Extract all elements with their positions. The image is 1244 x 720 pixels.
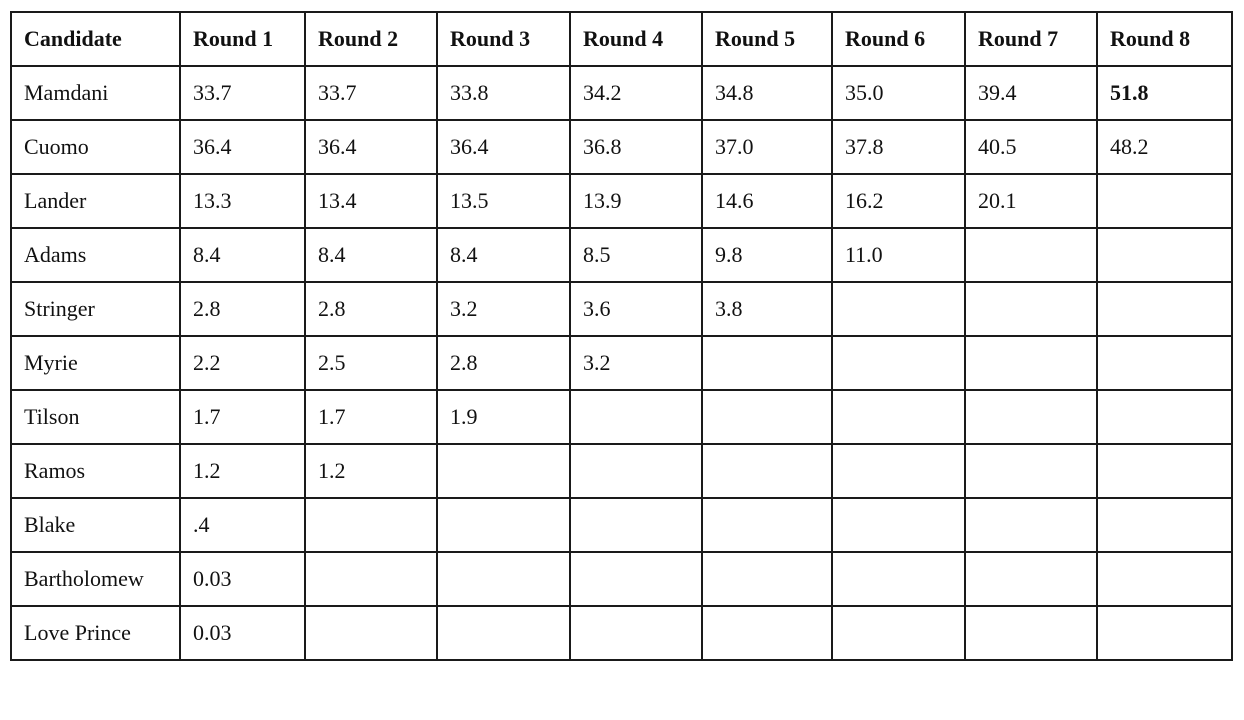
table-cell: 8.5 — [570, 228, 702, 282]
table-row — [11, 282, 1232, 336]
table-cell — [437, 552, 570, 606]
header-candidate: Candidate — [11, 12, 180, 66]
table-cell — [965, 282, 1097, 336]
table-cell: 13.5 — [437, 174, 570, 228]
table-cell — [1097, 228, 1232, 282]
table-cell — [1097, 444, 1232, 498]
table-cell: 35.0 — [832, 66, 965, 120]
table-cell — [832, 498, 965, 552]
header-round-1: Round 1 — [180, 12, 305, 66]
table-cell: 13.4 — [305, 174, 437, 228]
table-cell: 36.4 — [180, 120, 305, 174]
table-row — [11, 336, 1232, 390]
table-cell — [702, 390, 832, 444]
table-cell: 8.4 — [437, 228, 570, 282]
table-cell — [702, 336, 832, 390]
table-cell — [832, 390, 965, 444]
winning-result-cell: 51.8 — [1097, 66, 1232, 120]
table-cell — [1097, 336, 1232, 390]
table-cell: 2.8 — [437, 336, 570, 390]
candidate-name: Love Prince — [11, 606, 180, 660]
table-cell: 1.2 — [305, 444, 437, 498]
table-cell: 3.6 — [570, 282, 702, 336]
table-cell — [965, 498, 1097, 552]
candidate-name: Ramos — [11, 444, 180, 498]
table-cell: 0.03 — [180, 552, 305, 606]
table-cell: 36.8 — [570, 120, 702, 174]
header-round-2: Round 2 — [305, 12, 437, 66]
table-cell: 39.4 — [965, 66, 1097, 120]
candidate-name: Bartholomew — [11, 552, 180, 606]
table-cell: 48.2 — [1097, 120, 1232, 174]
table-cell: 0.03 — [180, 606, 305, 660]
table-cell: 1.2 — [180, 444, 305, 498]
table-cell — [1097, 390, 1232, 444]
header-row — [11, 12, 1232, 66]
candidate-name: Adams — [11, 228, 180, 282]
table-cell — [570, 552, 702, 606]
table-cell — [702, 606, 832, 660]
table-cell: 37.8 — [832, 120, 965, 174]
table-cell: 33.7 — [180, 66, 305, 120]
table-cell — [965, 336, 1097, 390]
header-round-8: Round 8 — [1097, 12, 1232, 66]
table-cell — [965, 228, 1097, 282]
table-cell: 11.0 — [832, 228, 965, 282]
table-cell: 9.8 — [702, 228, 832, 282]
table-cell: 8.4 — [305, 228, 437, 282]
table-cell: 34.8 — [702, 66, 832, 120]
table-cell: 2.8 — [180, 282, 305, 336]
table-cell: 34.2 — [570, 66, 702, 120]
table-cell: 2.8 — [305, 282, 437, 336]
table-cell: 37.0 — [702, 120, 832, 174]
table-row — [11, 444, 1232, 498]
table-cell — [965, 606, 1097, 660]
candidate-name: Blake — [11, 498, 180, 552]
table-row — [11, 120, 1232, 174]
table-cell — [305, 552, 437, 606]
table-cell: 3.2 — [437, 282, 570, 336]
table-cell — [437, 498, 570, 552]
candidate-name: Cuomo — [11, 120, 180, 174]
candidate-name: Mamdani — [11, 66, 180, 120]
table-cell: 3.8 — [702, 282, 832, 336]
table-cell — [702, 498, 832, 552]
table-cell: 13.3 — [180, 174, 305, 228]
header-round-3: Round 3 — [437, 12, 570, 66]
table-cell: 40.5 — [965, 120, 1097, 174]
table-row — [11, 606, 1232, 660]
table-cell: 8.4 — [180, 228, 305, 282]
table-cell — [965, 552, 1097, 606]
table-cell: 33.8 — [437, 66, 570, 120]
table-cell — [1097, 498, 1232, 552]
table-cell — [702, 444, 832, 498]
table-cell: 20.1 — [965, 174, 1097, 228]
table-row — [11, 498, 1232, 552]
table-cell: 1.7 — [180, 390, 305, 444]
table-cell: 3.2 — [570, 336, 702, 390]
table-cell — [570, 498, 702, 552]
table-cell: 14.6 — [702, 174, 832, 228]
table-cell — [832, 606, 965, 660]
header-round-7: Round 7 — [965, 12, 1097, 66]
table-cell: 16.2 — [832, 174, 965, 228]
table-cell: .4 — [180, 498, 305, 552]
table-row — [11, 174, 1232, 228]
table-cell — [832, 336, 965, 390]
table-cell — [305, 606, 437, 660]
table-cell — [832, 552, 965, 606]
table-cell: 33.7 — [305, 66, 437, 120]
header-round-5: Round 5 — [702, 12, 832, 66]
table-cell — [570, 390, 702, 444]
table-cell — [965, 444, 1097, 498]
table-cell — [1097, 606, 1232, 660]
results-table-container — [10, 11, 1233, 661]
table-cell: 1.9 — [437, 390, 570, 444]
table-cell — [965, 390, 1097, 444]
table-cell — [305, 498, 437, 552]
table-cell — [1097, 552, 1232, 606]
table-cell — [437, 606, 570, 660]
table-row — [11, 66, 1232, 120]
table-cell: 1.7 — [305, 390, 437, 444]
table-cell — [832, 282, 965, 336]
table-cell — [1097, 174, 1232, 228]
table-cell — [570, 444, 702, 498]
table-cell — [702, 552, 832, 606]
table-cell — [437, 444, 570, 498]
table-cell: 36.4 — [437, 120, 570, 174]
table-row — [11, 228, 1232, 282]
table-row — [11, 552, 1232, 606]
header-round-6: Round 6 — [832, 12, 965, 66]
table-cell: 36.4 — [305, 120, 437, 174]
table-cell: 13.9 — [570, 174, 702, 228]
table-cell — [1097, 282, 1232, 336]
table-row — [11, 390, 1232, 444]
table-cell — [570, 606, 702, 660]
ranked-choice-results-table — [10, 11, 1233, 661]
table-cell: 2.5 — [305, 336, 437, 390]
candidate-name: Tilson — [11, 390, 180, 444]
candidate-name: Myrie — [11, 336, 180, 390]
candidate-name: Stringer — [11, 282, 180, 336]
header-round-4: Round 4 — [570, 12, 702, 66]
table-cell — [832, 444, 965, 498]
candidate-name: Lander — [11, 174, 180, 228]
table-cell: 2.2 — [180, 336, 305, 390]
